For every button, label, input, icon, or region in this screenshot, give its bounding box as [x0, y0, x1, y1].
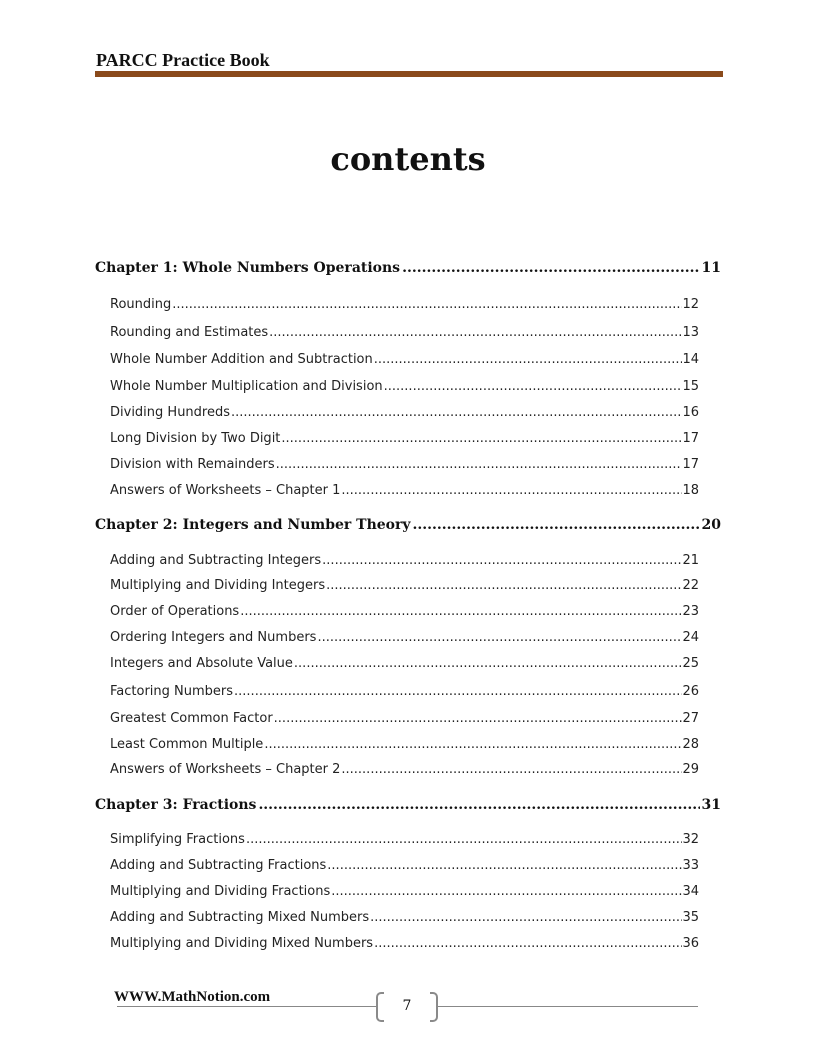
toc-item[interactable]: [110, 762, 699, 777]
toc-item[interactable]: [110, 858, 699, 873]
dot-leader: [402, 260, 699, 276]
toc-item[interactable]: [110, 405, 699, 420]
dot-leader: [269, 325, 682, 340]
dot-leader: [317, 630, 682, 645]
item-page: 16: [682, 405, 699, 420]
dot-leader: [264, 737, 682, 752]
dot-leader: [374, 352, 683, 367]
dot-leader: [258, 797, 699, 813]
item-page: 14: [682, 352, 699, 367]
chapter-page: 11: [701, 260, 721, 276]
dot-leader: [281, 431, 682, 446]
toc-item[interactable]: [110, 604, 699, 619]
item-title: Rounding and Estimates: [110, 325, 269, 340]
toc-item[interactable]: [110, 297, 699, 312]
header-rule: [95, 71, 723, 77]
item-title: Simplifying Fractions: [110, 832, 245, 847]
footer-site-link[interactable]: WWW.MathNotion.com: [114, 989, 271, 1005]
item-title: Greatest Common Factor: [110, 711, 273, 726]
item-title: Multiplying and Dividing Fractions: [110, 884, 331, 899]
dot-leader: [234, 684, 682, 699]
item-page: 29: [682, 762, 699, 777]
dot-leader: [246, 832, 683, 847]
dot-leader: [341, 483, 682, 498]
item-page: 22: [682, 578, 699, 593]
toc-item[interactable]: [110, 936, 699, 951]
dot-leader: [370, 910, 682, 925]
toc-item[interactable]: [110, 910, 699, 925]
toc-chapter-3[interactable]: [95, 797, 721, 813]
dot-leader: [326, 578, 682, 593]
dot-leader: [240, 604, 682, 619]
toc-item[interactable]: [110, 553, 699, 568]
item-title: Adding and Subtracting Mixed Numbers: [110, 910, 370, 925]
item-page: 17: [682, 457, 699, 472]
item-page: 15: [682, 379, 699, 394]
item-page: 18: [682, 483, 699, 498]
chapter-page: 31: [701, 797, 721, 813]
dot-leader: [413, 517, 700, 533]
toc-chapter-1[interactable]: [95, 260, 721, 276]
item-title: Integers and Absolute Value: [110, 656, 293, 671]
footer-rule-right: [438, 1006, 698, 1007]
item-title: Adding and Subtracting Integers: [110, 553, 322, 568]
toc-item[interactable]: [110, 352, 699, 367]
item-page: 25: [682, 656, 699, 671]
item-title: Whole Number Multiplication and Division: [110, 379, 383, 394]
item-title: Order of Operations: [110, 604, 240, 619]
chapter-title: Chapter 1: Whole Numbers Operations: [95, 260, 401, 276]
item-page: 12: [682, 297, 699, 312]
toc-chapter-2[interactable]: [95, 517, 721, 533]
chapter-title: Chapter 3: Fractions: [95, 797, 257, 813]
item-title: Long Division by Two Digit: [110, 431, 281, 446]
dot-leader: [374, 936, 682, 951]
item-page: 21: [682, 553, 699, 568]
toc-item[interactable]: [110, 325, 699, 340]
toc-item[interactable]: [110, 457, 699, 472]
item-page: 35: [682, 910, 699, 925]
toc-item[interactable]: [110, 578, 699, 593]
dot-leader: [341, 762, 682, 777]
toc-item[interactable]: [110, 832, 699, 847]
item-page: 28: [682, 737, 699, 752]
item-title: Adding and Subtracting Fractions: [110, 858, 327, 873]
item-title: Ordering Integers and Numbers: [110, 630, 317, 645]
dot-leader: [274, 711, 683, 726]
toc-item[interactable]: [110, 884, 699, 899]
item-title: Multiplying and Dividing Mixed Numbers: [110, 936, 374, 951]
item-title: Answers of Worksheets – Chapter 1: [110, 483, 341, 498]
item-title: Answers of Worksheets – Chapter 2: [110, 762, 341, 777]
toc-item[interactable]: [110, 656, 699, 671]
item-title: Rounding: [110, 297, 172, 312]
item-title: Multiplying and Dividing Integers: [110, 578, 326, 593]
item-title: Dividing Hundreds: [110, 405, 231, 420]
page-title: contents: [330, 140, 486, 178]
toc-item[interactable]: [110, 431, 699, 446]
item-page: 33: [682, 858, 699, 873]
toc-item[interactable]: [110, 483, 699, 498]
toc-item[interactable]: [110, 684, 699, 699]
item-title: Factoring Numbers: [110, 684, 234, 699]
dot-leader: [327, 858, 682, 873]
dot-leader: [331, 884, 682, 899]
item-title: Division with Remainders: [110, 457, 275, 472]
page-number-bracket-right: [430, 992, 438, 1022]
dot-leader: [384, 379, 683, 394]
item-page: 32: [682, 832, 699, 847]
item-page: 26: [682, 684, 699, 699]
item-page: 13: [682, 325, 699, 340]
item-page: 27: [682, 711, 699, 726]
dot-leader: [322, 553, 682, 568]
item-page: 23: [682, 604, 699, 619]
dot-leader: [231, 405, 682, 420]
toc-item[interactable]: [110, 379, 699, 394]
dot-leader: [294, 656, 683, 671]
item-page: 36: [682, 936, 699, 951]
toc-item[interactable]: [110, 737, 699, 752]
chapter-page: 20: [701, 517, 721, 533]
page-number: 7: [402, 998, 412, 1014]
item-title: Least Common Multiple: [110, 737, 264, 752]
toc-item[interactable]: [110, 711, 699, 726]
header-title: PARCC Practice Book: [96, 50, 270, 70]
item-title: Whole Number Addition and Subtraction: [110, 352, 373, 367]
item-page: 17: [682, 431, 699, 446]
footer-rule-left: [117, 1006, 376, 1007]
item-page: 34: [682, 884, 699, 899]
dot-leader: [276, 457, 683, 472]
toc-item[interactable]: [110, 630, 699, 645]
page-number-bracket-left: [376, 992, 384, 1022]
dot-leader: [172, 297, 682, 312]
chapter-title: Chapter 2: Integers and Number Theory: [95, 517, 411, 533]
item-page: 24: [682, 630, 699, 645]
